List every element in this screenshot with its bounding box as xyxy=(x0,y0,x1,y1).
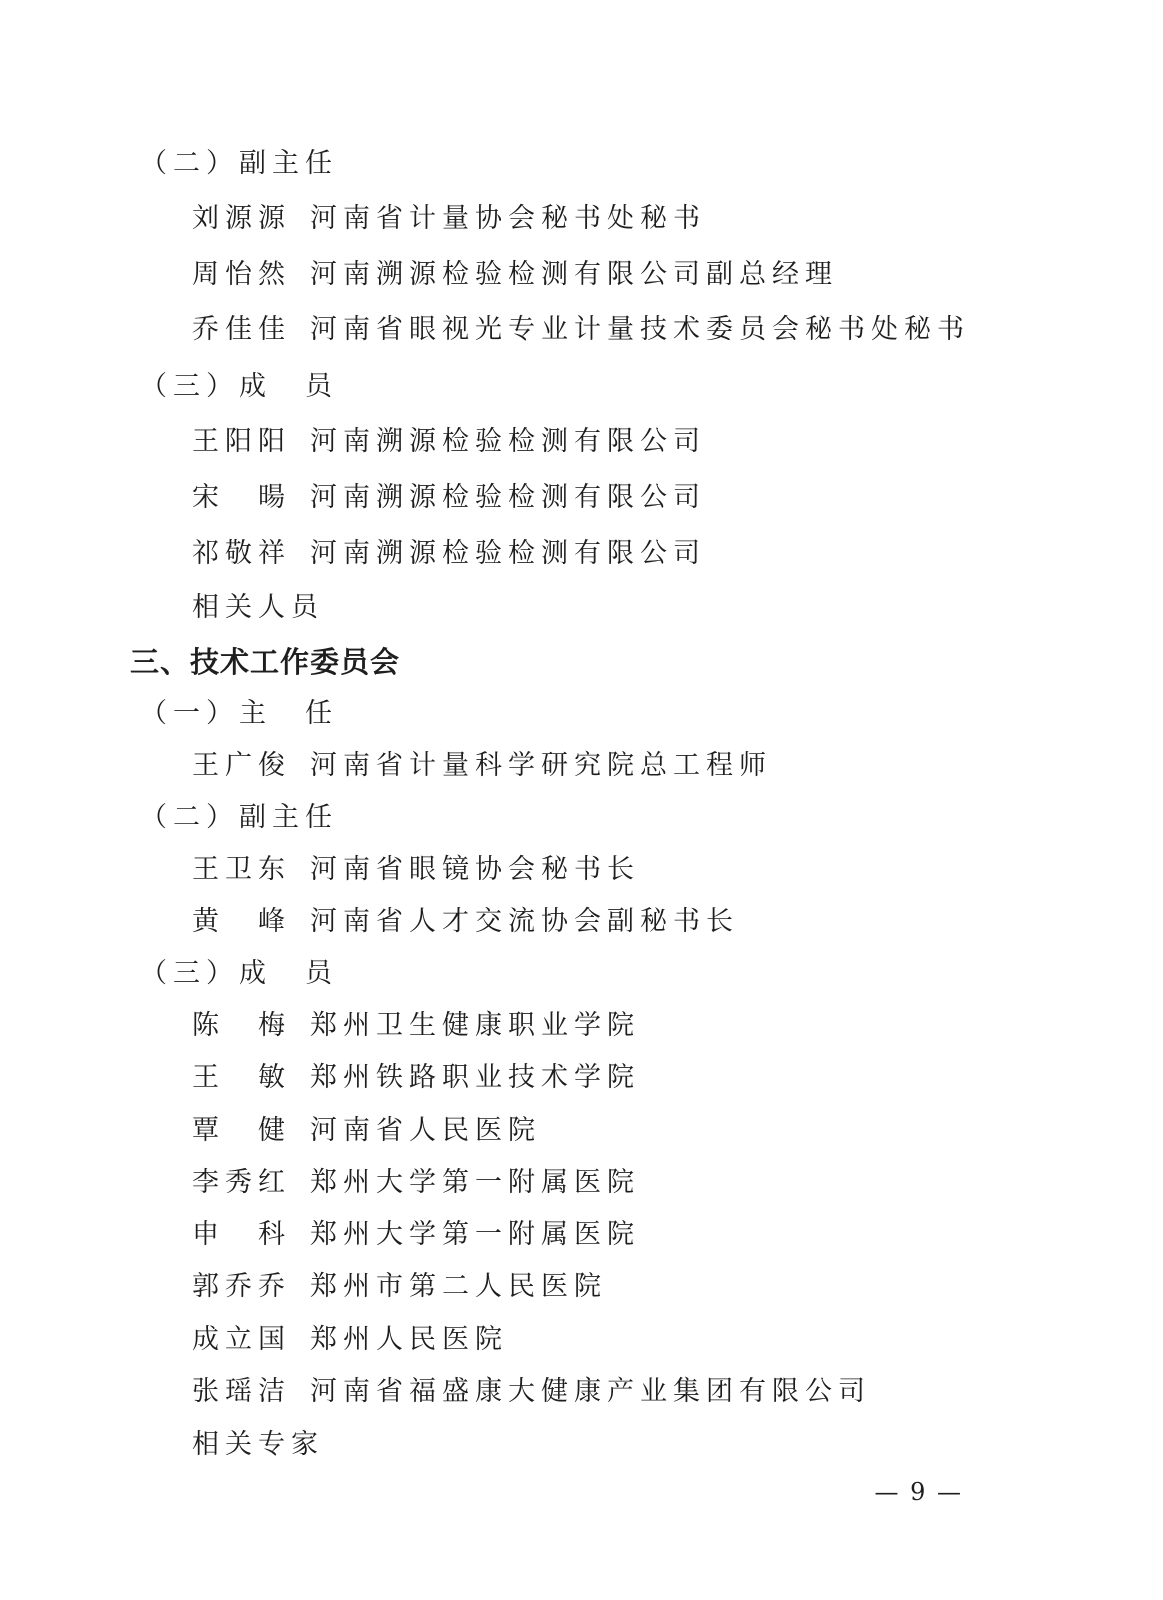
member-row xyxy=(192,1165,640,1201)
subheading-vice-director: （二）副主任 xyxy=(140,802,338,833)
member-name: 王广俊 xyxy=(192,750,291,781)
member-name: 宋 暘 xyxy=(192,482,291,513)
member-row xyxy=(192,904,739,940)
member-name: 李秀红 xyxy=(192,1167,291,1198)
member-name: 刘源源 xyxy=(192,203,291,234)
subheading-members: （三）成 员 xyxy=(140,371,338,402)
member-row xyxy=(192,201,706,237)
member-row xyxy=(192,1269,607,1305)
member-org: 河南溯源检验检测有限公司 xyxy=(310,426,706,457)
member-name: 王卫东 xyxy=(192,854,291,885)
member-org: 郑州大学第一附属医院 xyxy=(310,1219,640,1250)
member-row xyxy=(192,1427,324,1463)
member-org: 河南省福盛康大健康产业集团有限公司 xyxy=(310,1376,871,1407)
member-row xyxy=(192,536,706,572)
member-row xyxy=(192,1322,508,1358)
member-org: 河南省人民医院 xyxy=(310,1115,541,1146)
member-org: 河南溯源检验检测有限公司副总经理 xyxy=(310,259,838,290)
member-org: 河南省计量科学研究院总工程师 xyxy=(310,750,772,781)
subheading-members: （三）成 员 xyxy=(140,958,338,989)
member-row xyxy=(192,590,324,626)
subheading-director: （一）主 任 xyxy=(140,698,338,729)
section-heading: 三、技术工作委员会 xyxy=(130,645,401,679)
member-name: 陈 梅 xyxy=(192,1010,291,1041)
member-name: 张瑶洁 xyxy=(192,1376,291,1407)
member-row xyxy=(192,257,838,293)
member-name: 祁敬祥 xyxy=(192,538,291,569)
member-row xyxy=(192,748,772,784)
page-number: — 9 — xyxy=(874,1478,963,1506)
member-name: 申 科 xyxy=(192,1219,291,1250)
member-name: 相关人员 xyxy=(192,592,324,623)
member-row xyxy=(192,1008,640,1044)
member-name: 周怡然 xyxy=(192,259,291,290)
member-org: 郑州卫生健康职业学院 xyxy=(310,1010,640,1041)
member-name: 相关专家 xyxy=(192,1429,324,1460)
member-org: 河南省眼镜协会秘书长 xyxy=(310,854,640,885)
subheading-vice-director: （二）副主任 xyxy=(140,148,338,179)
member-org: 河南溯源检验检测有限公司 xyxy=(310,538,706,569)
member-name: 王阳阳 xyxy=(192,426,291,457)
member-org: 郑州人民医院 xyxy=(310,1324,508,1355)
member-row xyxy=(192,1113,541,1149)
member-org: 河南省人才交流协会副秘书长 xyxy=(310,906,739,937)
member-name: 乔佳佳 xyxy=(192,314,291,345)
member-name: 黄 峰 xyxy=(192,906,291,937)
member-name: 郭乔乔 xyxy=(192,1271,291,1302)
member-row xyxy=(192,480,706,516)
member-org: 郑州市第二人民医院 xyxy=(310,1271,607,1302)
member-org: 河南溯源检验检测有限公司 xyxy=(310,482,706,513)
member-row xyxy=(192,852,640,888)
member-org: 河南省计量协会秘书处秘书 xyxy=(310,203,706,234)
member-name: 王 敏 xyxy=(192,1062,291,1093)
member-row xyxy=(192,1374,871,1410)
member-org: 郑州大学第一附属医院 xyxy=(310,1167,640,1198)
member-row xyxy=(192,1060,640,1096)
member-org: 河南省眼视光专业计量技术委员会秘书处秘书 xyxy=(310,314,970,345)
member-row xyxy=(192,312,970,348)
member-org: 郑州铁路职业技术学院 xyxy=(310,1062,640,1093)
member-row xyxy=(192,424,706,460)
member-name: 覃 健 xyxy=(192,1115,291,1146)
member-row xyxy=(192,1217,640,1253)
member-name: 成立国 xyxy=(192,1324,291,1355)
